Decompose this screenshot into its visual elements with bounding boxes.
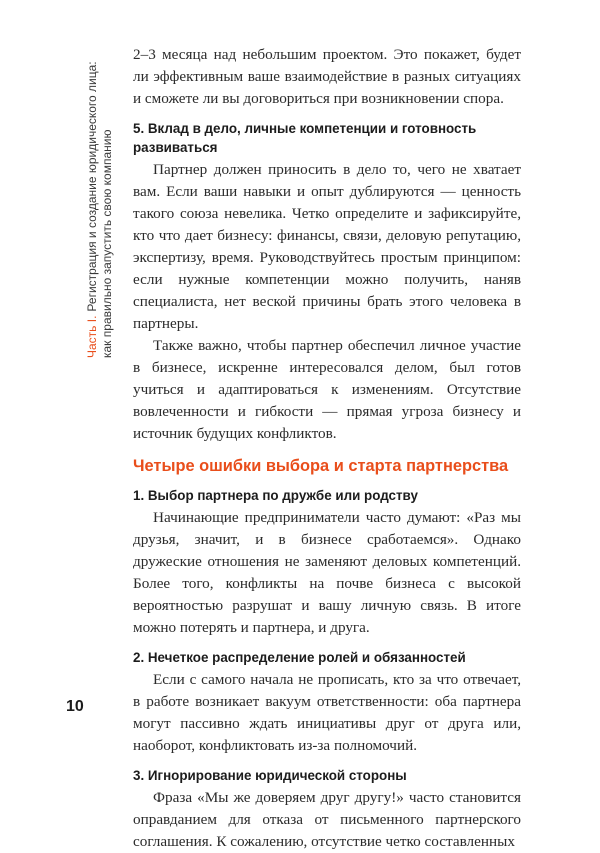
- mistakes-section-heading: Четыре ошибки выбора и старта партнерства: [133, 457, 509, 475]
- mistake-3-text: Фраза «Мы же доверяем друг другу!» часто становится оправданием для отказа от письменного партнерского соглашения. К сожалению, отсутствие четко составленных: [133, 789, 521, 850]
- mistake-1-heading: 1. Выбор партнера по дружбе или родству: [133, 488, 418, 503]
- running-header-line1: [85, 61, 99, 358]
- section5-heading: 5. Вклад в дело, личные компетенции и готовность развиваться: [133, 121, 477, 155]
- vertical-running-header: [58, 40, 120, 360]
- mistake-2-heading: 2. Нечеткое распределение ролей и обязанностей: [133, 650, 466, 665]
- page-number: 10: [66, 698, 84, 715]
- page-body: [133, 44, 521, 853]
- running-header-sidebar: [58, 40, 120, 360]
- mistake-3-heading: 3. Игнорирование юридической стороны: [133, 768, 407, 783]
- chapter-title-line2: как правильно запустить свою компанию: [100, 129, 114, 358]
- mistake-1-text: Начинающие предприниматели часто думают: «Раз мы друзья, значит, и в бизнесе сработаемся». Однако дружеские отношения не заменяют деловых компетенций. Более того, конфликты на почве бизнеса с высокой вероятностью разрушат и вашу личную связь. В итоге можно потерять и партнера, и друга.: [133, 509, 521, 636]
- intro-paragraph: 2–3 месяца над небольшим проектом. Это покажет, будет ли эффективным ваше взаимодействие в разных ситуациях и сможете ли вы договориться при возникновении спора.: [133, 46, 521, 107]
- section5-paragraph-2: Также важно, чтобы партнер обеспечил личное участие в бизнесе, искренне интересовался делом, был готов учиться и адаптироваться к изменениям. Отсутствие вовлеченности и гибкости — прямая угроза бизнесу и источник будущих конфликтов.: [133, 337, 521, 442]
- part-label: Часть I.: [85, 315, 99, 358]
- section5-paragraph-1: Партнер должен приносить в дело то, чего не хватает вам. Если ваши навыки и опыт дублируются — ценность такого союза невелика. Четко определите и зафиксируйте, кто что дает бизнесу: финансы, связи, деловую репутацию, экспертизу, время. Руководствуйтесь простым принципом: если нужные компетенции можно получить, наняв специалиста, нет веской причины брать этого человека в партнеры.: [133, 161, 521, 332]
- chapter-title-line1: Регистрация и создание юридического лица:: [85, 61, 99, 312]
- mistake-2-text: Если с самого начала не прописать, кто за что отвечает, в работе возникает вакуум ответственности: оба партнера могут пассивно ждать инициативы друг от друга или, наоборот, конфликтовать из-за полномочий.: [133, 671, 521, 754]
